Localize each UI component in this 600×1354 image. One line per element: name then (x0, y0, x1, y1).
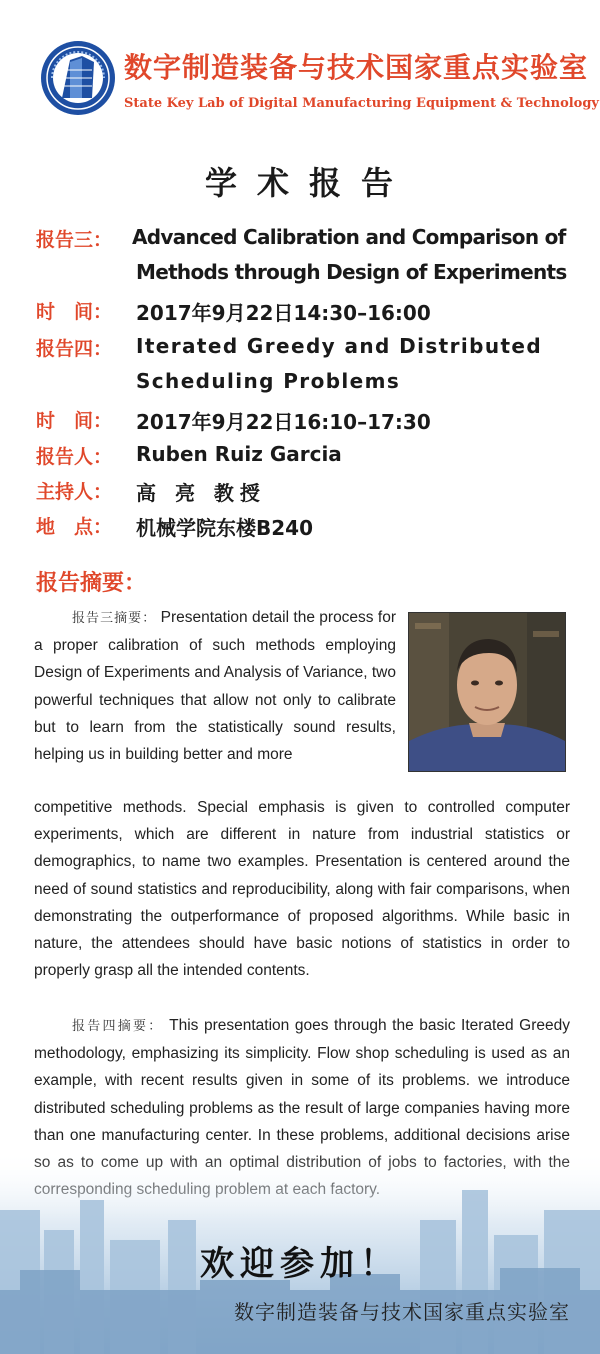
talk3-label: 报告三： (36, 229, 113, 251)
abstract3-text-part1: Presentation detail the process for a proper calibration of such methods employing Design of Experiments and Analysis of Variance, two powerful techniques that allow not only to calibrate but to learn from the statistically sound results, helping us in building better and more (34, 609, 396, 764)
time4-label: 时 间： (36, 410, 113, 432)
abstract4-prefix: 报告四摘要： (72, 1019, 164, 1034)
speaker-photo (408, 612, 566, 772)
abstract3-part2: competitive methods. Special emphasis is given to controlled computer experiments, which are different in nature from industrial statistics or demographics, to name two examples. Presentation is centered around the need of sound statistics and reproducibility, along with fair comparisons, when demonstrating the outperformance of proposed algorithms. While basic in nature, the attendees should have basic notions of statistics in order to properly grasp all the intended contents. (34, 799, 570, 980)
abstract-heading: 报告摘要： (36, 571, 147, 596)
host-value: 高 亮 教授 (136, 481, 266, 505)
host-label: 主持人： (36, 481, 113, 503)
time3-value: 2017年9月22日14:30–16:00 (136, 301, 431, 325)
abstract4-text: This presentation goes through the basic Iterated Greedy methodology, emphasizing its simplicity. Flow shop scheduling is used as an example, with recent results given in some of its problems. we introduce distributed scheduling problems as the result of large companies having more than one manufacturing center. In these problems, additional decisions arise (34, 1017, 570, 1144)
speaker-value: Ruben Ruiz Garcia (136, 442, 342, 466)
time4-value: 2017年9月22日16:10–17:30 (136, 410, 431, 434)
speaker-label: 报告人： (36, 446, 113, 468)
talk4-title-line2: Scheduling Problems (136, 369, 401, 393)
speaker-portrait (409, 613, 565, 771)
welcome-text: 欢迎参加！ (200, 1244, 400, 1284)
talk3-title-line1: Advanced Calibration and Comparison of (132, 225, 566, 249)
location-label: 地 点： (36, 516, 113, 538)
abstract3-prefix: 报告三摘要： (72, 611, 157, 626)
lab-name-en: State Key Lab of Digital Manufacturing Equipment & Technology (124, 96, 599, 111)
time3-label: 时 间： (36, 301, 113, 323)
lab-emblem-icon (40, 40, 116, 116)
lab-name-cn: 数字制造装备与技术国家重点实验室 (124, 51, 589, 84)
location-value: 机械学院东楼B240 (136, 516, 313, 540)
talk3-title-line2: Methods through Design of Experiments (136, 260, 567, 284)
talk4-title-line1: Iterated Greedy and Distributed (136, 334, 543, 358)
footer-lab-name: 数字制造装备与技术国家重点实验室 (234, 1300, 570, 1324)
document-title: 学术报告 (204, 164, 413, 202)
abstract3-part1 (34, 604, 396, 768)
talk4-label: 报告四： (36, 338, 113, 360)
